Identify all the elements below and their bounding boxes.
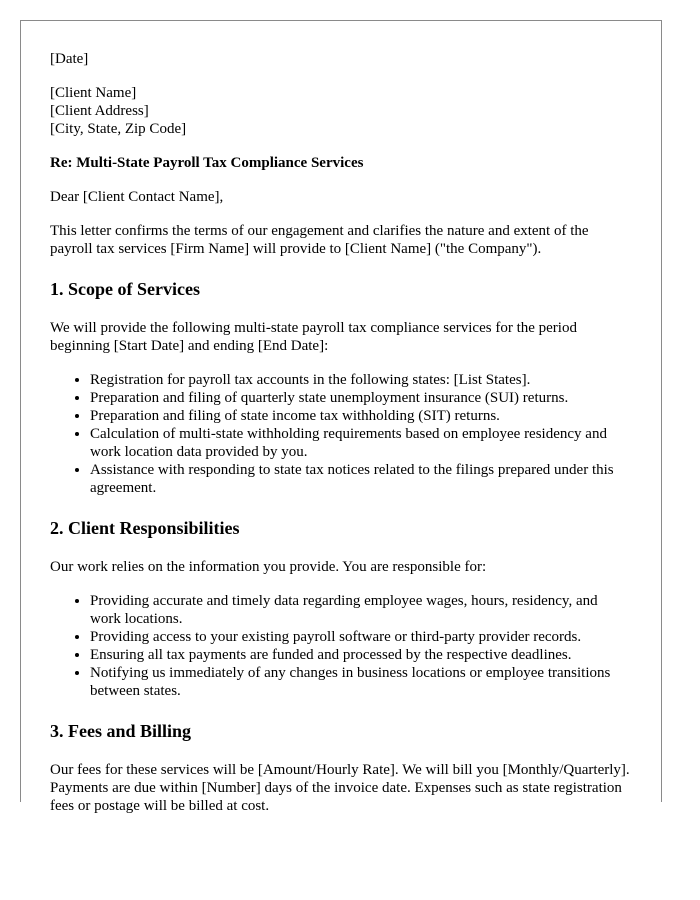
list-item: • Calculation of multi-state withholding requirements based on employee residency and work location data provided by you. — [90, 425, 632, 461]
list-item: • Providing accurate and timely data regarding employee wages, hours, residency, and work locations. — [90, 592, 632, 628]
section-heading-scope: 1. Scope of Services — [50, 279, 200, 299]
section-intro-scope: We will provide the following multi-state payroll tax compliance services for the period beginning [Start Date] and ending [End Date]: — [50, 320, 577, 354]
client-name: [Client Name] — [50, 85, 137, 101]
client-address: [Client Address] — [50, 103, 149, 119]
list-item: • Providing access to your existing payroll software or third-party provider records. — [90, 628, 632, 646]
list-item: • Registration for payroll tax accounts in the following states: [List States]. — [90, 371, 632, 389]
client-city-state-zip: [City, State, Zip Code] — [50, 121, 187, 137]
salutation: Dear [Client Contact Name], — [50, 189, 224, 205]
letter-date: [Date] — [50, 51, 89, 67]
section-intro-fees: Our fees for these services will be [Amount/Hourly Rate]. We will bill you [Monthly/Quarterly]. Payments are due within [Number] days of the invoice date. Expenses such as state registration fees or postage will be billed at cost. — [50, 762, 630, 814]
list-item: • Preparation and filing of quarterly state unemployment insurance (SUI) returns. — [90, 389, 632, 407]
section-intro-responsibilities: Our work relies on the information you provide. You are responsible for: — [50, 559, 487, 575]
list-item: • Assistance with responding to state tax notices related to the filings prepared under this agreement. — [90, 461, 632, 497]
subject-line: Re: Multi-State Payroll Tax Compliance Services — [50, 155, 364, 171]
section-heading-fees: 3. Fees and Billing — [50, 721, 192, 741]
list-item: • Notifying us immediately of any changes in business locations or employee transitions between states. — [90, 664, 632, 700]
letter-body — [21, 21, 661, 815]
section-heading-responsibilities: 2. Client Responsibilities — [50, 518, 240, 538]
letter-page — [20, 20, 662, 814]
scope-services-list — [50, 371, 632, 497]
intro-paragraph: This letter confirms the terms of our engagement and clarifies the nature and extent of the payroll tax services [Firm Name] will provide to [Client Name] ("the Company"). — [50, 223, 589, 257]
list-item: • Preparation and filing of state income tax withholding (SIT) returns. — [90, 407, 632, 425]
client-address-block — [50, 84, 632, 138]
client-responsibilities-list — [50, 592, 632, 700]
list-item: • Ensuring all tax payments are funded and processed by the respective deadlines. — [90, 646, 632, 664]
